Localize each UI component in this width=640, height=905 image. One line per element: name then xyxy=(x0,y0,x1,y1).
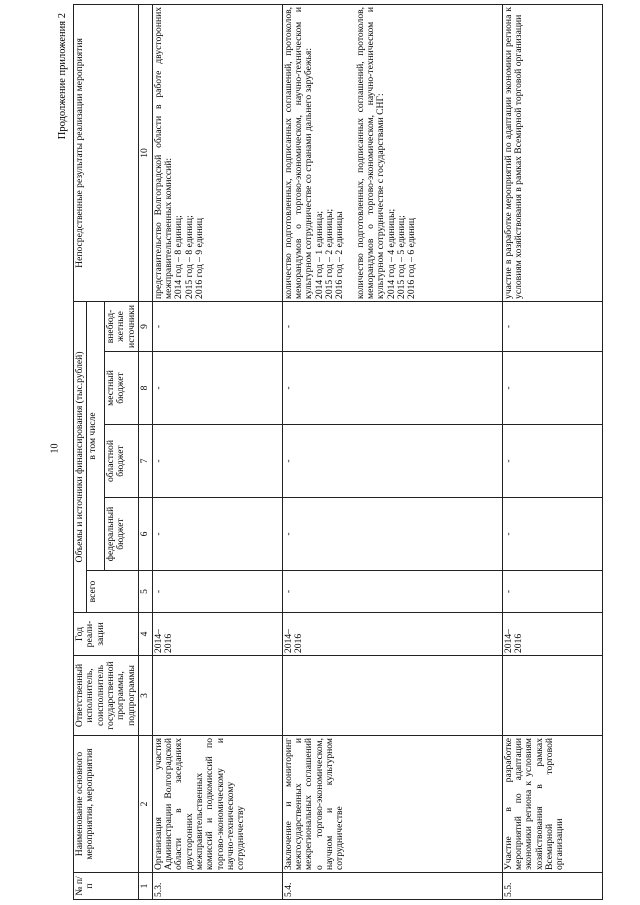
col-number: 9 xyxy=(139,301,152,351)
rotated-page xyxy=(55,5,630,900)
row-regional: - xyxy=(502,425,602,498)
result-text: представительство Волгоградской области в работе двусторонних межправительственных комиссий: xyxy=(152,6,174,299)
row-number: 5.4. xyxy=(282,873,502,900)
header-total: всего xyxy=(87,571,139,613)
row-executor xyxy=(502,656,602,736)
row-result xyxy=(152,4,282,301)
row-total: - xyxy=(502,571,602,613)
result-item: 2015 год – 2 единицы; xyxy=(323,208,335,299)
header-row-1 xyxy=(74,4,87,899)
row-regional: - xyxy=(282,425,502,498)
row-activity-name: Участие в разработке мероприятий по адаптации экономики региона к условиям хозяйствования в рамках Всемирной торговой организации xyxy=(502,736,602,873)
table-row xyxy=(152,4,282,899)
header-results: Непосредственные результаты реализации мероприятия xyxy=(74,4,139,301)
row-number: 5.3. xyxy=(152,873,282,900)
header-executor: Ответственный исполнитель, соисполнитель государственной программы, подпрограммы xyxy=(74,656,139,736)
row-year: 2014–2016 xyxy=(152,613,282,656)
row-number: 5.5. xyxy=(502,873,602,900)
header-regional: областной бюджет xyxy=(105,425,139,498)
page-number: 10 xyxy=(49,443,61,454)
col-number: 5 xyxy=(139,571,152,613)
header-year: Год реали-зации xyxy=(74,613,139,656)
row-extrabudget: - xyxy=(152,301,282,351)
row-federal: - xyxy=(502,498,602,571)
result-item: 2014 год – 1 единица; xyxy=(313,211,325,299)
column-numbers-row xyxy=(139,4,152,899)
header-including: в том числе xyxy=(87,301,105,570)
col-number: 6 xyxy=(139,498,152,571)
row-executor xyxy=(282,656,502,736)
row-result xyxy=(282,4,502,301)
result-item: 2016 год – 9 единиц xyxy=(193,217,205,299)
row-regional: - xyxy=(152,425,282,498)
header-federal: федеральный бюджет xyxy=(105,498,139,571)
row-local: - xyxy=(152,352,282,425)
result-item: 2015 год – 8 единиц; xyxy=(183,215,195,299)
program-table xyxy=(73,4,603,900)
row-extrabudget: - xyxy=(282,301,502,351)
appendix-note: Продолжение приложения 2 xyxy=(57,13,68,140)
row-federal: - xyxy=(152,498,282,571)
row-activity-name: Организация участия Администрации Волгоградской области в заседаниях двусторонних межправительственных комиссий и подкомиссий по торгово-экономическому и научно-техническому сотрудничеству xyxy=(152,736,282,873)
result-item: 2016 год – 6 единиц xyxy=(406,217,418,299)
header-local: местный бюджет xyxy=(105,352,139,425)
result-text: количество подготовленных, подписанных соглашений, протоколов, меморандумов о торгово-экономическом, научно-техническом и культурном сотрудничестве с государствами СНГ: xyxy=(354,6,387,299)
row-year: 2014–2016 xyxy=(282,613,502,656)
row-activity-name: Заключение и мониторинг межгосударственных и межрегиональных соглашений о торгово-экономическом, научном и культурном сотрудничестве xyxy=(282,736,502,873)
row-executor xyxy=(152,656,282,736)
header-extrabudget: внебюд-жетные источники xyxy=(105,301,139,351)
table-row xyxy=(282,4,502,899)
row-local: - xyxy=(502,352,602,425)
col-number: 4 xyxy=(139,613,152,656)
col-number: 1 xyxy=(139,873,152,900)
col-number: 7 xyxy=(139,425,152,498)
header-name: Наименование основного мероприятия, мероприятия xyxy=(74,736,139,873)
result-text: количество подготовленных, подписанных соглашений, протоколов, меморандумов о торгово-экономическом, научно-техническом и культурном сотрудничестве со странами дальнего зарубежья: xyxy=(282,6,315,299)
col-number: 10 xyxy=(139,4,152,301)
result-item: 2014 год – 4 единицы; xyxy=(385,208,397,299)
row-local: - xyxy=(282,352,502,425)
result-item: 2015 год – 5 единиц; xyxy=(396,215,408,299)
col-number: 3 xyxy=(139,656,152,736)
result-item: 2014 год – 8 единиц; xyxy=(173,215,185,299)
row-result xyxy=(502,4,602,301)
row-extrabudget: - xyxy=(502,301,602,351)
row-year: 2014–2016 xyxy=(502,613,602,656)
row-total: - xyxy=(282,571,502,613)
header-financing: Объемы и источники финансирования (тыс.рублей) xyxy=(74,301,87,612)
header-num: № п/п xyxy=(74,873,139,900)
row-federal: - xyxy=(282,498,502,571)
table-row xyxy=(502,4,602,899)
result-item: 2016 год – 2 единицы xyxy=(334,211,346,299)
col-number: 2 xyxy=(139,736,152,873)
row-total: - xyxy=(152,571,282,613)
col-number: 8 xyxy=(139,352,152,425)
result-text: участие в разработке мероприятий по адаптации экономики региона к условиям хозяйствования в рамках Всемирной торговой организации xyxy=(502,6,524,299)
